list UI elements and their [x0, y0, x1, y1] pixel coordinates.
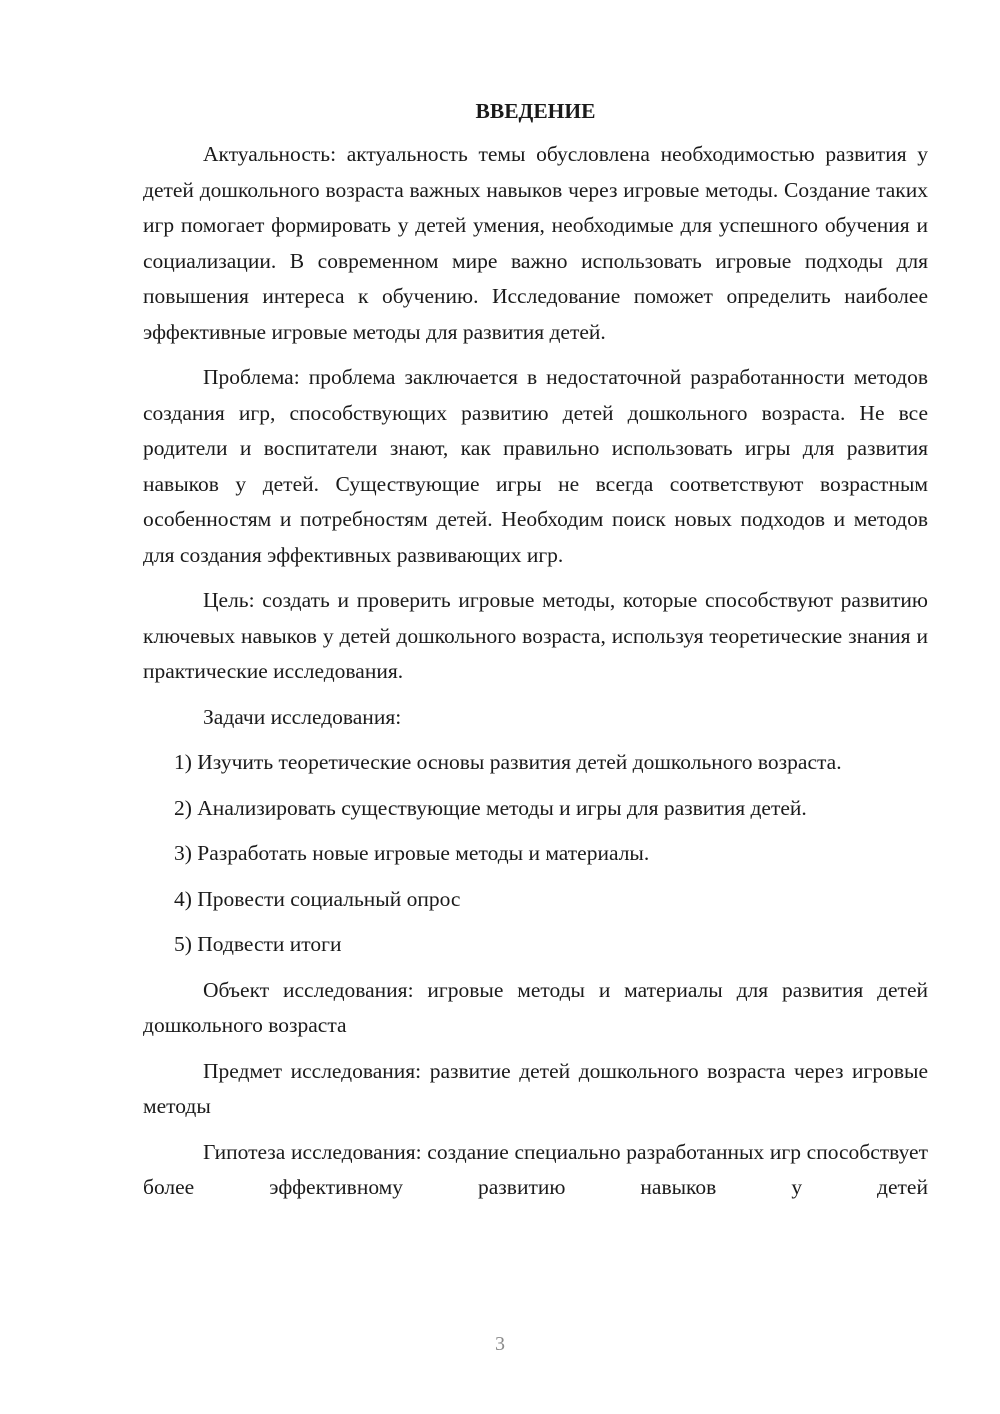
task-item: 5) Подвести итоги [174, 932, 342, 956]
problem-paragraph: Проблема: проблема заключается в недостаточной разработанности методов создания игр, способствующих развитию детей дошкольного возраста. Не все родители и воспитатели знают, как правильно использовать игры для развития навыков у детей. Существующие игры не всегда соответствуют возрастным особенностям и потребностям детей. Необходим поиск новых подходов и методов для создания эффективных развивающих игр. [143, 365, 928, 567]
page-number: 3 [495, 1333, 505, 1355]
document-page [143, 96, 928, 1216]
relevance-paragraph: Актуальность: актуальность темы обусловлена необходимостью развития у детей дошкольного возраста важных навыков через игровые методы. Создание таких игр помогает формировать у детей умения, необходимые для успешного обучения и социализации. В современном мире важно использовать игровые подходы для повышения интереса к обучению. Исследование поможет определить наиболее эффективные игровые методы для развития детей. [143, 142, 928, 344]
goal-paragraph: Цель: создать и проверить игровые методы, которые способствуют развитию ключевых навыков у детей дошкольного возраста, используя теоретические знания и практические исследования. [143, 588, 928, 683]
task-item: 4) Провести социальный опрос [174, 886, 461, 911]
task-item: 2) Анализировать существующие методы и игры для развития детей. [174, 795, 807, 820]
task-item: 1) Изучить теоретические основы развития детей дошкольного возраста. [174, 750, 842, 774]
task-item: 3) Разработать новые игровые методы и материалы. [174, 841, 650, 865]
document-title: ВВЕДЕНИЕ [475, 99, 596, 123]
hypothesis-paragraph: Гипотеза исследования: создание специально разработанных игр способствует более эффективному развитию навыков у детей [143, 1139, 928, 1199]
subject-paragraph: Предмет исследования: развитие детей дошкольного возраста через игровые методы [143, 1058, 928, 1118]
tasks-heading: Задачи исследования: [203, 704, 402, 729]
object-paragraph: Объект исследования: игровые методы и материалы для развития детей дошкольного возраста [143, 977, 928, 1037]
